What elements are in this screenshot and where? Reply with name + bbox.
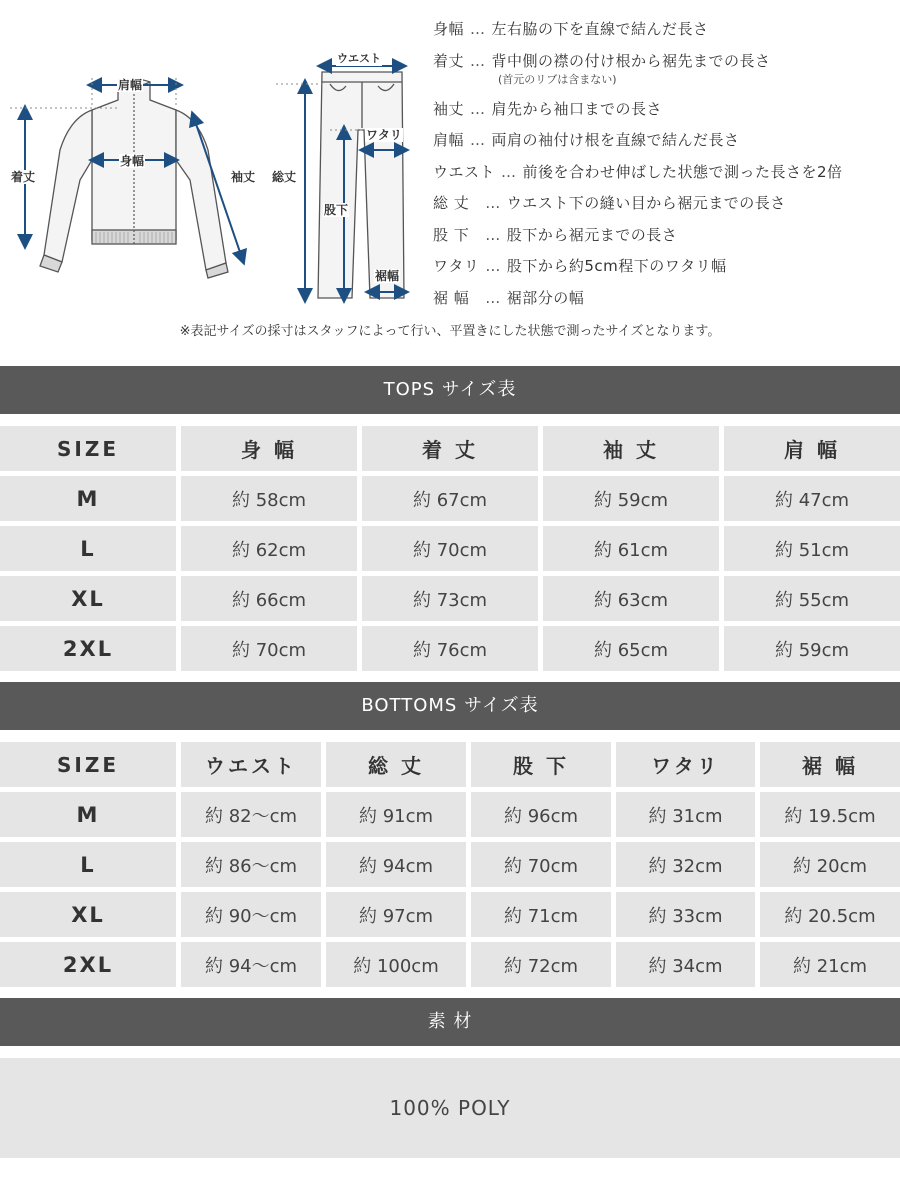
value-cell: 約 34cm: [616, 942, 755, 987]
table-row: [0, 626, 900, 671]
value-cell: 約 59cm: [543, 476, 719, 521]
size-cell: L: [0, 526, 176, 571]
waist-label: ウエスト: [337, 52, 381, 65]
hem-label: 裾幅: [375, 269, 400, 283]
table-header-row: [0, 742, 900, 787]
value-cell: 約 21cm: [760, 942, 900, 987]
inseam-label: 股下: [324, 203, 349, 217]
column-header: 股 下: [471, 742, 611, 787]
column-header: 着 丈: [362, 426, 538, 471]
garment-illustration: [0, 0, 420, 310]
value-cell: 約 73cm: [362, 576, 538, 621]
value-cell: 約 70cm: [362, 526, 538, 571]
size-cell: M: [0, 476, 176, 521]
value-cell: 約 65cm: [543, 626, 719, 671]
glossary-item: 股 下 … 股下から裾元までの長さ: [433, 226, 678, 244]
value-cell: 約 70cm: [181, 626, 357, 671]
glossary-item: 肩幅 … 両肩の袖付け根を直線で結んだ長さ: [433, 131, 740, 149]
sleeve-label: 袖丈: [231, 170, 256, 184]
value-cell: 約 55cm: [724, 576, 900, 621]
value-cell: 約 70cm: [471, 842, 611, 887]
total-length-label: 総丈: [272, 170, 297, 184]
shoulder-width-label: 肩幅: [118, 78, 143, 92]
glossary-item: 身幅 … 左右脇の下を直線で結んだ長さ: [433, 20, 709, 38]
value-cell: 約 94～cm: [181, 942, 321, 987]
body-width-label: 身幅: [120, 154, 145, 168]
value-cell: 約 72cm: [471, 942, 611, 987]
watari-label: ワタリ: [366, 128, 402, 142]
column-header: ワタリ: [616, 742, 755, 787]
value-cell: 約 33cm: [616, 892, 755, 937]
size-cell: L: [0, 842, 176, 887]
value-cell: 約 91cm: [326, 792, 466, 837]
value-cell: 約 71cm: [471, 892, 611, 937]
value-cell: 約 66cm: [181, 576, 357, 621]
glossary-item: 裾 幅 … 裾部分の幅: [433, 289, 585, 307]
glossary-item: 総 丈 … ウエスト下の縫い目から裾元までの長さ: [433, 194, 786, 212]
value-cell: 約 100cm: [326, 942, 466, 987]
length-label: 着丈: [11, 170, 36, 184]
table-row: [0, 842, 900, 887]
tops-section-header: TOPS サイズ表: [0, 366, 900, 414]
value-cell: 約 76cm: [362, 626, 538, 671]
column-header: 総 丈: [326, 742, 466, 787]
column-header: 袖 丈: [543, 426, 719, 471]
value-cell: 約 62cm: [181, 526, 357, 571]
pants-outline: [318, 72, 404, 298]
glossary-item: 袖丈 … 肩先から袖口までの長さ: [433, 100, 663, 118]
material-value: 100% POLY: [0, 1058, 900, 1158]
size-cell: XL: [0, 892, 176, 937]
glossary-note: (首元のリブは含まない): [498, 73, 617, 86]
column-header: SIZE: [0, 426, 176, 471]
value-cell: 約 47cm: [724, 476, 900, 521]
value-cell: 約 20cm: [760, 842, 900, 887]
value-cell: 約 31cm: [616, 792, 755, 837]
value-cell: 約 61cm: [543, 526, 719, 571]
value-cell: 約 58cm: [181, 476, 357, 521]
value-cell: 約 51cm: [724, 526, 900, 571]
value-cell: 約 20.5cm: [760, 892, 900, 937]
size-cell: 2XL: [0, 942, 176, 987]
bottoms-section-header: BOTTOMS サイズ表: [0, 682, 900, 730]
value-cell: 約 94cm: [326, 842, 466, 887]
value-cell: 約 96cm: [471, 792, 611, 837]
measurement-footnote: ※表記サイズの採寸はスタッフによって行い、平置きにした状態で測ったサイズとなります。: [179, 324, 721, 339]
size-cell: XL: [0, 576, 176, 621]
table-row: [0, 892, 900, 937]
material-section-header: 素 材: [0, 998, 900, 1046]
value-cell: 約 19.5cm: [760, 792, 900, 837]
value-cell: 約 67cm: [362, 476, 538, 521]
table-row: [0, 476, 900, 521]
column-header: SIZE: [0, 742, 176, 787]
column-header: ウエスト: [181, 742, 321, 787]
table-header-row: [0, 426, 900, 471]
size-diagram: [0, 0, 420, 310]
value-cell: 約 90～cm: [181, 892, 321, 937]
column-header: 身 幅: [181, 426, 357, 471]
value-cell: 約 59cm: [724, 626, 900, 671]
table-row: [0, 576, 900, 621]
glossary-item: ワタリ … 股下から約5cm程下のワタリ幅: [433, 257, 727, 275]
value-cell: 約 82～cm: [181, 792, 321, 837]
column-header: 肩 幅: [724, 426, 900, 471]
glossary-item: ウエスト … 前後を合わせ伸ばした状態で測った長さを2倍: [433, 163, 843, 181]
value-cell: 約 63cm: [543, 576, 719, 621]
value-cell: 約 86～cm: [181, 842, 321, 887]
size-cell: M: [0, 792, 176, 837]
column-header: 裾 幅: [760, 742, 900, 787]
glossary-item: 着丈 … 背中側の襟の付け根から裾先までの長さ: [433, 52, 771, 70]
table-row: [0, 526, 900, 571]
size-cell: 2XL: [0, 626, 176, 671]
table-row: [0, 942, 900, 987]
value-cell: 約 32cm: [616, 842, 755, 887]
value-cell: 約 97cm: [326, 892, 466, 937]
table-row: [0, 792, 900, 837]
